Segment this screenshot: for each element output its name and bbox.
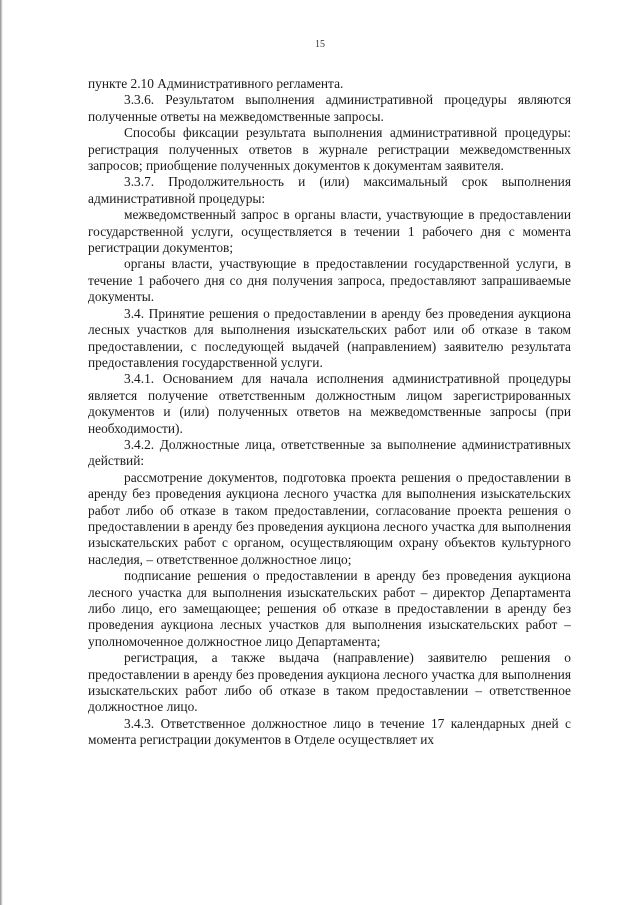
page-number: 15 (315, 39, 325, 50)
paragraph-fixation-methods: Способы фиксации результата выполнения административной процедуры: регистрация полученных ответов в журнале регистрации межведомственных запросов; приобщение полученных документов к документам заявителя. (88, 125, 571, 174)
paragraph-3-4: 3.4. Принятие решения о предоставлении в аренду без проведения аукциона лесных участков для выполнения изыскательских работ или об отказе в таком предоставлении, с последующей выдачей (направлением) заявителю результата предоставления государственной услуги. (88, 305, 571, 370)
paragraph-registration-issuance: регистрация, а также выдача (направление) заявителю решения о предоставлении в аренду без проведения аукциона лесного участка для выполнения изыскательских работ либо об отказе в таком предоставлении – ответственное должностное лицо. (88, 650, 571, 715)
paragraph-interagency-request: межведомственный запрос в органы власти, участвующие в предоставлении государственной услуги, осуществляется в течении 1 рабочего дня с момента регистрации документов; (88, 207, 571, 256)
paragraph-3-4-2: 3.4.2. Должностные лица, ответственные за выполнение административных действий: (88, 436, 571, 469)
scan-edge (0, 0, 3, 905)
paragraph-3-4-1: 3.4.1. Основанием для начала исполнения административной процедуры является получение ответственным должностным лицом зарегистрированных документов и (или) полученных ответов на межведомственные запросы (при необходимости). (88, 371, 571, 436)
paragraph-3-3-6: 3.3.6. Результатом выполнения административной процедуры являются полученные ответы на межведомственные запросы. (88, 92, 571, 124)
paragraph-review-documents: рассмотрение документов, подготовка проекта решения о предоставлении в аренду без проведения аукциона лесного участка для выполнения изыскательских работ либо об отказе в таком предоставлении, согласование проекта решения о предоставлении в аренду без проведения аукциона лесного участка для выполнения изыскательских работ с органом, осуществляющим охрану объектов культурного наследия, – ответственное должностное лицо; (88, 469, 571, 567)
paragraph-authorities-response: органы власти, участвующие в предоставлении государственной услуги, в течение 1 рабочего дня со дня получения запроса, предоставляют запрашиваемые документы. (88, 256, 571, 305)
paragraph-3-3-7: 3.3.7. Продолжительность и (или) максимальный срок выполнения административной процедуры: (88, 174, 571, 206)
paragraph-continuation: пункте 2.10 Административного регламента. (88, 76, 344, 91)
document-body (88, 76, 571, 749)
paragraph-signing-decision: подписание решения о предоставлении в аренду без проведения аукциона лесного участка для выполнения изыскательских работ – директор Департамента либо лицо, его замещающее; решения об отказе в предоставлении в аренду без проведения аукциона лесных участков для выполнения изыскательских работ – уполномоченное должностное лицо Департамента; (88, 568, 571, 649)
paragraph-3-4-3: 3.4.3. Ответственное должностное лицо в течение 17 календарных дней с момента регистрации документов в Отделе осуществляет их (88, 715, 571, 748)
